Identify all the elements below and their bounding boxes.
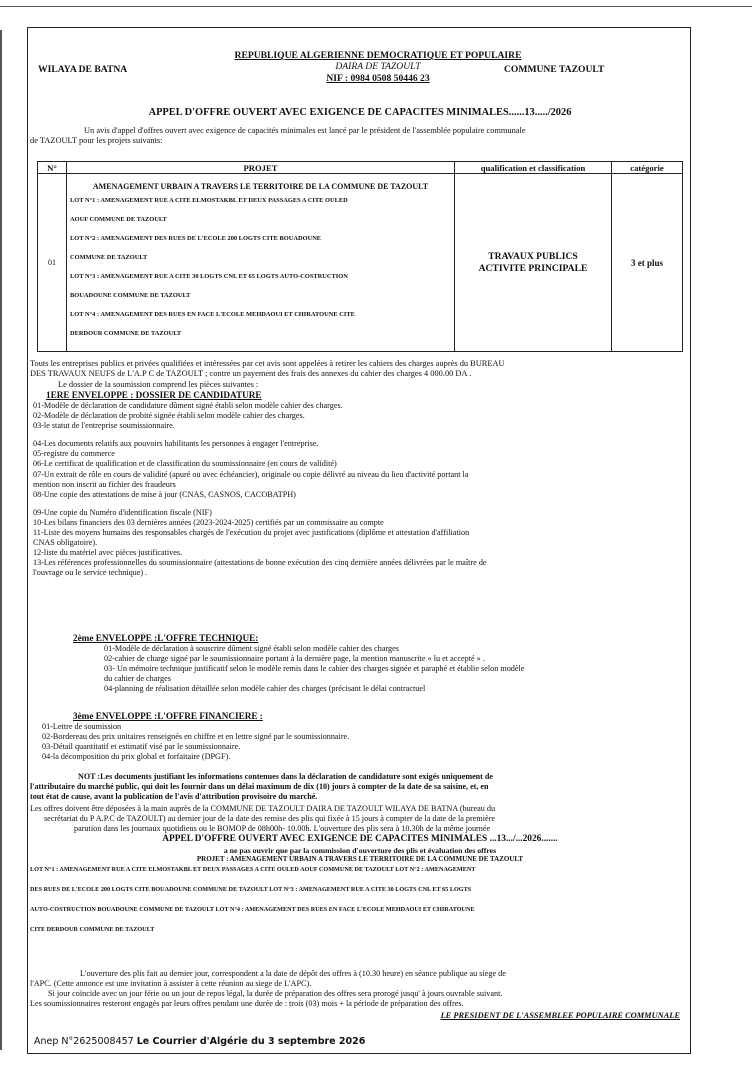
envelope-1-title: 1ERE ENVELOPPE : DOSSIER DE CANDIDATURE (46, 390, 262, 400)
para1-line-1: Touts les entreprises publics et privées qualifiées et intéressées par cet avis sont appelées à retirer les cahiers des charges auprès du BUREAU (30, 359, 505, 368)
list-item: 02-cahier de charge signé par le soumissionnaire portant à la dernière page, la mention manuscrite « lu et accepté » . (104, 654, 485, 664)
lot-line: LOT N°2 : AMENAGEMENT DES RUES DE L'ECOLE 200 LOGTS CITE BOUADOUNE (70, 235, 322, 242)
categorie-cell: 3 et plus (612, 174, 683, 352)
lot-line: DERDOUR COMMUNE DE TAZOULT (70, 330, 182, 337)
notice-title: APPEL D'OFFRE OUVERT AVEC EXIGENCE DE CAPACITES MINIMALES......13...../2026 (148, 107, 572, 118)
envelope-1-list (33, 401, 487, 579)
list-item: du cahier de charges (104, 674, 171, 684)
intro-line-1: Un avis d'appel d'offres ouvert avec exigence de capacités minimales est lancé par le président de l'assemblée populaire communale (84, 126, 526, 135)
para3-line: Si jour coïncide avec un jour férie ou un jour de repos légal, la durée de préparation des offres sera prorogé jusqu' à jours ouvrable suivant. (48, 989, 503, 999)
lots-summary-line: LOT N°1 : AMENAGEMENT RUE A CITE ELMOSTAKBL ET DEUX PASSAGES A CITE OULED AOUF COMMUNE DE TAZOULT LOT N°2 : AMENAGEMENT (30, 866, 476, 873)
projects-table (37, 161, 683, 352)
title-2: APPEL D'OFFRE OUVERT AVEC EXIGENCE DE CAPACITES MINIMALES ...13.../...2026....... (162, 834, 558, 844)
list-item: 04-la décomposition du prix global et forfaitaire (DPGF). (42, 752, 231, 762)
project-cell (67, 174, 455, 352)
subtitle-2: a ne pas ouvrir que par la commission d'ouverture des plis et évaluation des offres (223, 846, 497, 855)
lots-summary-line: CITE DERDOUR COMMUNE DE TAZOULT (30, 926, 155, 933)
list-item: 11-Liste des moyens humains des responsables chargés de l'exécution du projet avec justifications (diplôme et attestation d'affiliation (33, 528, 470, 538)
list-item: 01-Modèle de déclaration de candidature dûment signé établi selon modèle cahier des charges. (33, 401, 343, 410)
signature: LE PRESIDENT DE L'ASSEMBLEE POPULAIRE COMMUNALE (440, 1011, 680, 1020)
col-header-categorie: catégorie (612, 162, 683, 174)
projet-line: PROJET : AMENAGEMENT URBAIN A TRAVERS LE TERRITOIRE DE LA COMMUNE DE TAZOULT (196, 855, 524, 863)
anep-number: Anep N°2625008457 (34, 1036, 134, 1047)
republic-label: REPUBLIQUE ALGERIENNE DEMOCRATIQUE ET POPULAIRE (234, 50, 522, 61)
list-item: 07-Un extrait de rôle en cours de validité (apuré ou avec échéancier), originale ou copie délivré au niveau du lieu d'activité portant la (33, 469, 469, 479)
list-item: 10-Les bilans financiers des 03 dernières années (2023-2024-2025) certifiés par un commissaire au compte (33, 517, 384, 527)
para3-line: l'APC. (Cette annonce est une invitation à assister à cette réunion au siege de L'APC). (30, 979, 312, 989)
notice-frame (27, 27, 691, 1054)
list-item: 04-planning de réalisation détaillée selon modèle cahier des charges (précisant le délai contractuel (104, 684, 426, 694)
qualification-cell (455, 174, 612, 352)
list-item: l'ouvrage ou le service technique) . (33, 568, 148, 578)
para3-block (30, 969, 506, 1009)
list-item: 01-Lettre de soumission (42, 722, 122, 731)
list-item: 03-Détail quantitatif et estimatif visé par le soumissionnaire. (42, 742, 241, 752)
envelope-2-title: 2ème ENVELOPPE :L'OFFRE TECHNIQUE: (73, 633, 259, 643)
note-line: tout état de cause, avant la publication de l'avis d'attribution provisoire du marché. (30, 792, 318, 802)
dossier-intro: Le dossier de la soumission comprend les pièces suivantes : (58, 380, 259, 389)
list-item: 04-Les documents relatifs aux pouvoirs habilitants les personnes à engager l'entreprise. (33, 439, 319, 449)
lot-line: COMMUNE DE TAZOULT (70, 254, 148, 261)
list-item: 02-Modèle de déclaration de probité signée établi selon modèle cahier des charges. (33, 411, 305, 421)
list-item: CNAS obligatoire). (33, 538, 98, 548)
left-rule (0, 30, 5, 1050)
qualification-line: ACTIVITE PRINCIPALE (478, 262, 588, 274)
qualification-line: TRAVAUX PUBLICS (488, 250, 578, 262)
envelope-2-list (104, 644, 524, 694)
lot-line: AOUF COMMUNE DE TAZOULT (70, 216, 167, 223)
para1-line-2: DES TRAVAUX NEUFS de L'A.P C de TAZOULT ; contre un payement des frais des annexes du cahier des charges 4 000.00 DA . (30, 369, 472, 378)
para3-line: Les soumissionnaires resteront engagés par leurs offres pendant une durée de : trois (03) mois + la période de préparation des offres. (30, 999, 464, 1009)
wilaya-label: WILAYA DE BATNA (38, 64, 128, 75)
lot-line: BOUADOUNE COMMUNE DE TAZOULT (70, 292, 191, 299)
col-header-projet: PROJET (67, 162, 455, 174)
list-item: 02-Bordereau des prix unitaires renseignés en chiffre et en lettre signé par le soumissionnaire. (42, 732, 350, 742)
top-rule (0, 6, 752, 7)
list-item: mention non inscrit au fichier des fraudeurs (33, 479, 176, 489)
journal-name: Le Courrier d'Algérie du 3 septembre 2026 (136, 1036, 366, 1047)
commune-label: COMMUNE TAZOULT (504, 64, 605, 75)
list-item: 09-Une copie du Numéro d'identification fiscale (NIF) (33, 507, 212, 517)
para2-block (30, 804, 495, 834)
note-block (30, 772, 493, 802)
list-item: 03-le statut de l'entreprise soumissionnaire. (33, 421, 175, 431)
publication-footer (34, 1036, 365, 1047)
col-header-qualification: qualification et classification (455, 162, 612, 174)
lots-summary-line: DES RUES DE L'ECOLE 200 LOGTS CITE BOUADOUNE COMMUNE DE TAZOULT LOT N°3 : AMENAGEMENT RUE A CITE 30 LOGTS CNL ET 65 LOGTS (30, 886, 472, 893)
lot-line: LOT N°3 : AMENAGEMENT RUE A CITE 30 LOGTS CNL ET 65 LOGTS AUTO-COSTRUCTION (70, 273, 348, 280)
list-item: 01-Modèle de déclaration à souscrire dûment signé établi selon modèle cahier des charges (104, 644, 399, 653)
project-title: AMENAGEMENT URBAIN A TRAVERS LE TERRITOIRE DE LA COMMUNE DE TAZOULT (92, 182, 429, 191)
envelope-3-list (42, 722, 349, 762)
nif-label: NIF : 0984 0508 50446 23 (326, 73, 430, 84)
daira-label: DAIRA DE TAZOULT (335, 61, 421, 72)
lot-line: LOT N°1 : AMENAGEMENT RUE A CITE ELMOSTAKBL ET DEUX PASSAGES A CITE OULED (70, 197, 348, 204)
list-item: 06-Le certificat de qualification et de classification du soumissionnaire (en cours de validité) (33, 459, 337, 469)
list-item: 13-Les références professionnelles du soumissionnaire (attestations de bonne exécution des cinq dernière années délivrées par le maître de (33, 558, 487, 568)
para3-line: L'ouverture des plis fait au dernier jour, correspondent a la date de dépôt des offres à (10.30 heure) en séance publique au siege de (80, 969, 506, 978)
list-item: 05-registre du commerce (33, 449, 115, 459)
list-item: 08-Une copie des attestations de mise à jour (CNAS, CASNOS, CACOBATPH) (33, 489, 296, 499)
note-line: l'attributaire du marché public, qui doit les fournir dans un délai maximum de dix (10) jours à compter de la date de sa saisine, et, en (30, 782, 489, 792)
para2-line: secrétariat du P A.P.C de TAZOULT) au dernier jour de la date des remise des plis qui fixée à 15 jours à compter de la date de la première (44, 814, 496, 824)
col-header-number: N° (38, 162, 67, 174)
intro-line-2: de TAZOULT pour les projets suivants: (30, 136, 163, 145)
para2-line: Les offres doivent être déposées à la main auprès de la COMMUNE DE TAZOULT DAIRA DE TAZOULT WILAYA DE BATNA (bureau du (30, 804, 496, 813)
list-item: 12-liste du matériel avec pièces justificatives. (33, 548, 183, 558)
lots-summary-line: AUTO-COSTRUCTION BOUADOUNE COMMUNE DE TAZOULT LOT N°4 : AMENAGEMENT DES RUES EN FACE L'ECOLE MEHDAOUI ET CHIRATOUNE (30, 906, 475, 913)
lot-line: LOT N°4 : AMENAGEMENT DES RUES EN FACE L'ECOLE MEHDAOUI ET CHIRATOUNE CITE (70, 311, 355, 318)
list-item: 03- Un mémoire technique justificatif selon le modèle remis dans le cahier des charges signée et paraphé et établie selon modèle (104, 664, 525, 674)
note-line: NOT :Les documents justifiant les informations contenues dans la déclaration de candidature sont exigés uniquement de (78, 772, 493, 781)
lots-summary (30, 860, 475, 940)
row-number: 01 (38, 174, 67, 352)
envelope-3-title: 3ème ENVELOPPE :L'OFFRE FINANCIERE : (73, 711, 263, 721)
para2-line: parution dans les journaux quotidiens ou le BOMOP de 08h00h- 10.00h. L'ouverture des plis sera à 10.30h de la même journée (74, 824, 491, 834)
